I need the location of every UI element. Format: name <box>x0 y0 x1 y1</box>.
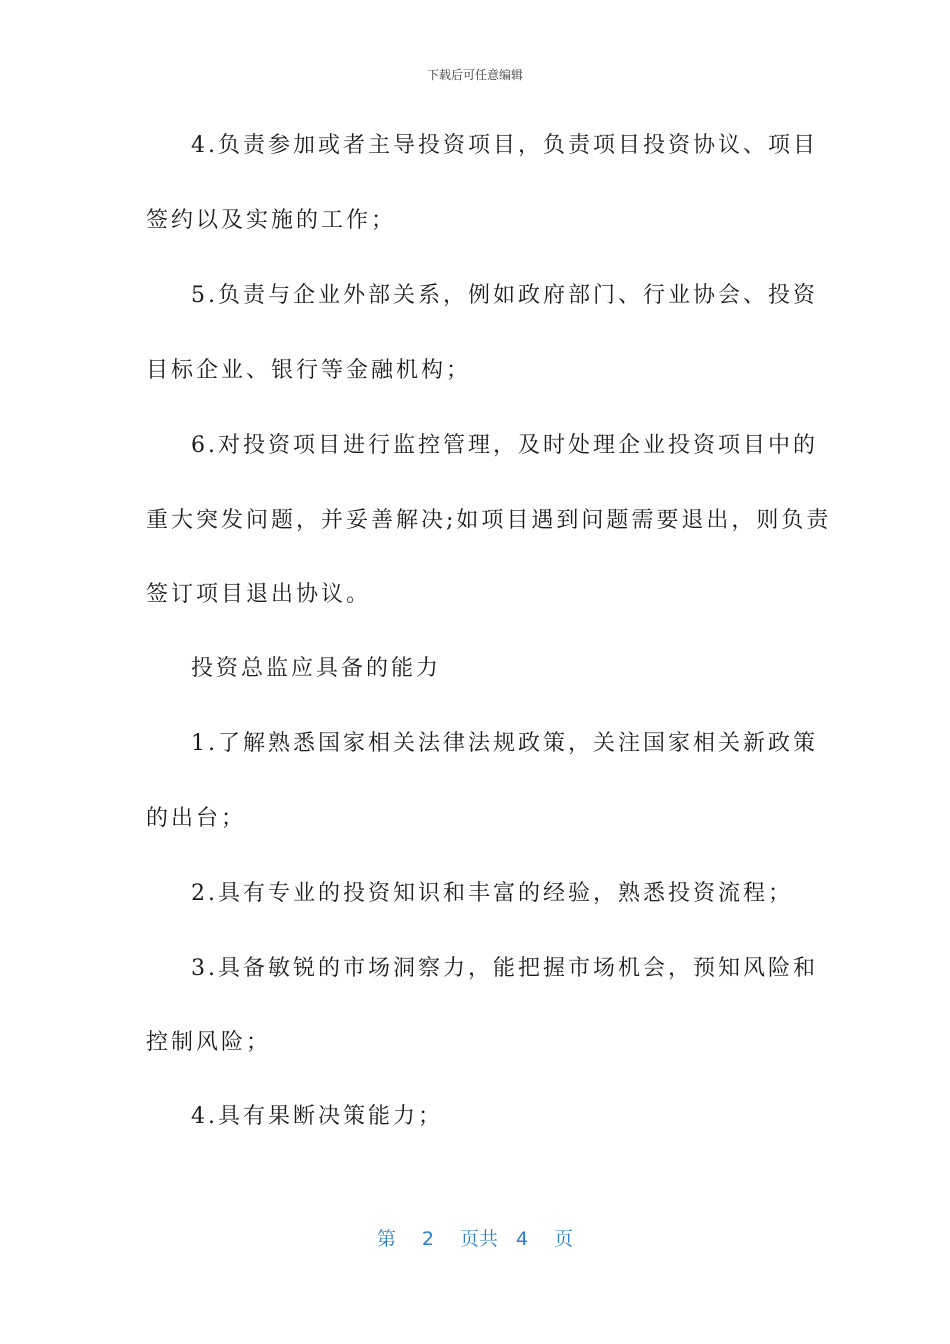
paragraph-line: 1.了解熟悉国家相关法律法规政策，关注国家相关新政策 <box>191 731 818 756</box>
paragraph-line: 2.具有专业的投资知识和丰富的经验，熟悉投资流程； <box>191 881 793 906</box>
page-header: 下载后可任意编辑 <box>426 68 523 82</box>
paragraph-line: 目标企业、银行等金融机构； <box>146 358 472 383</box>
paragraph-line: 5.负责与企业外部关系，例如政府部门、行业协会、投资 <box>191 283 818 308</box>
paragraph-line: 控制风险； <box>146 1030 272 1055</box>
section-heading: 投资总监应具备的能力 <box>191 656 442 681</box>
footer-current-page: 2 <box>421 1228 434 1250</box>
footer-label-page: 第 <box>376 1228 396 1250</box>
paragraph-line: 签约以及实施的工作； <box>146 208 397 233</box>
footer-label-end: 页 <box>554 1228 574 1250</box>
paragraph-line: 的出台； <box>146 806 247 831</box>
paragraph-line: 签订项目退出协议。 <box>146 582 372 607</box>
paragraph-line: 重大突发问题，并妥善解决;如项目遇到问题需要退出，则负责 <box>146 508 832 533</box>
paragraph-line: 4.负责参加或者主导投资项目，负责项目投资协议、项目 <box>191 133 818 158</box>
page-footer <box>0 1224 950 1251</box>
paragraph-line: 6.对投资项目进行监控管理，及时处理企业投资项目中的 <box>191 433 818 458</box>
paragraph-line: 3.具备敏锐的市场洞察力，能把握市场机会，预知风险和 <box>191 956 818 981</box>
footer-label-of: 页共 <box>459 1228 498 1250</box>
paragraph-line: 4.具有果断决策能力； <box>191 1104 443 1129</box>
footer-total-pages: 4 <box>516 1228 529 1250</box>
